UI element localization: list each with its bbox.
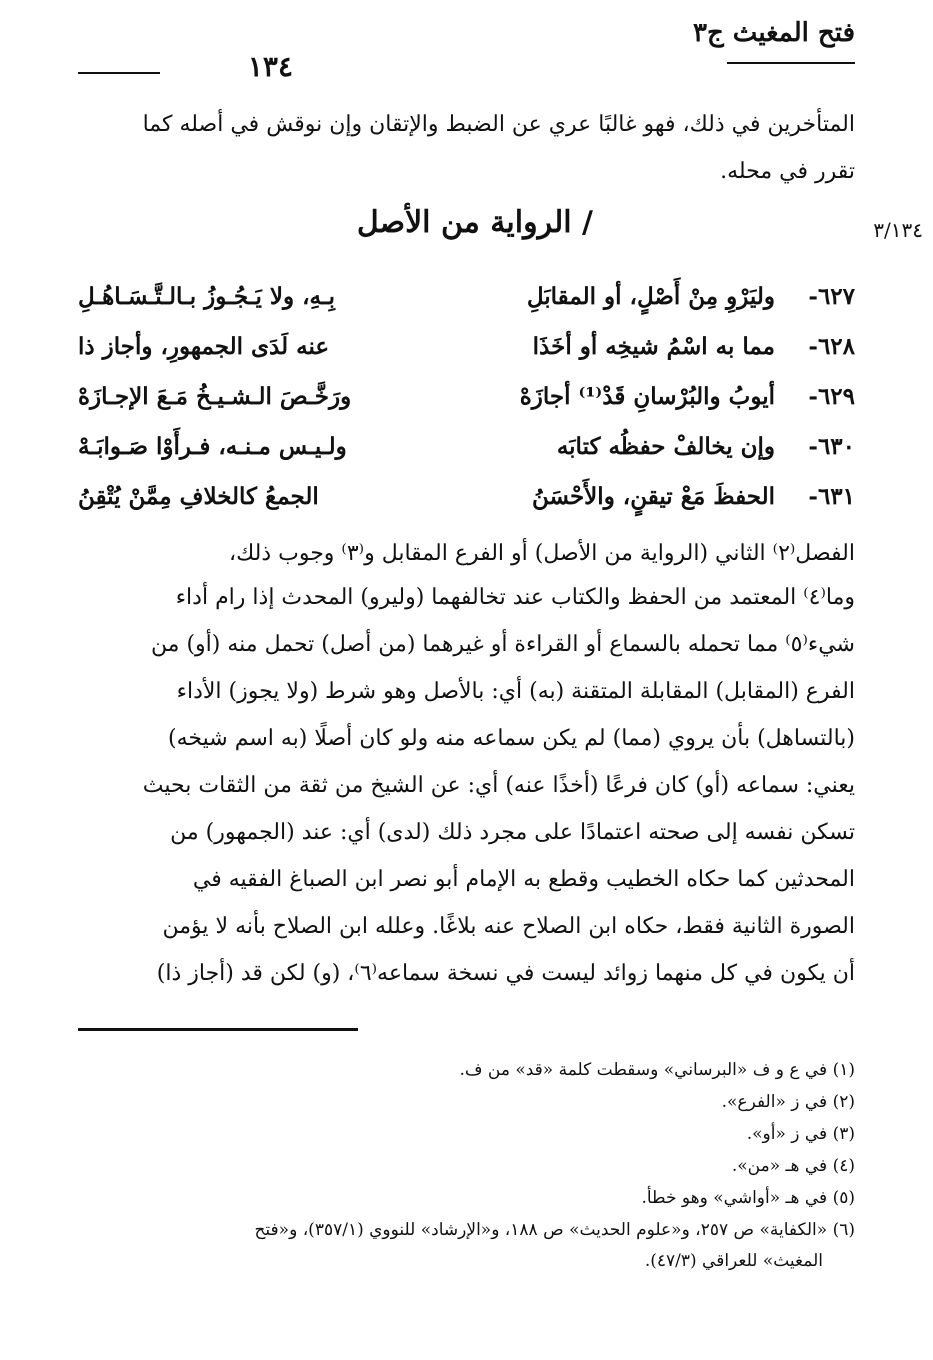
body-line: الفرع (المقابل) المقابلة المتقنة (به) أي: بالأصل وهو شرط (ولا يجوز) الأداء bbox=[176, 679, 855, 704]
verse-number: ٦٣١- bbox=[808, 483, 855, 510]
margin-reference: ٣/١٣٤ bbox=[873, 218, 923, 242]
body-line: شيء⁽٥⁾ مما تحمله بالسماع أو القراءة أو غيرهما (من أصل) تحمل منه (أو) من bbox=[150, 632, 855, 657]
intro-line: المتأخرين في ذلك، فهو غالبًا عري عن الضبط والإتقان وإن نوقش في أصله كما bbox=[142, 112, 855, 137]
body-line: المحدثين كما حكاه الخطيب وقطع به الإمام أبو نصر ابن الصباغ الفقيه في bbox=[192, 867, 855, 892]
body-line: وما⁽٤⁾ المعتمد من الحفظ والكتاب عند تخالفهما (وليرو) المحدث إذا رام أداء bbox=[175, 585, 855, 610]
verse-number: ٦٢٧- bbox=[808, 283, 855, 310]
body-line: يعني: سماعه (أو) كان فرعًا (أخذًا عنه) أي: عن الشيخ من ثقة من الثقات بحيث bbox=[142, 773, 855, 798]
verse-number: ٦٣٠- bbox=[808, 433, 855, 460]
footnote: (٣) في ز «أو». bbox=[746, 1124, 855, 1144]
body-line: الفصل⁽٢⁾ الثاني (الرواية من الأصل) أو الفرع المقابل و⁽٣⁾ وجوب ذلك، bbox=[229, 541, 855, 566]
verse-line bbox=[78, 283, 855, 331]
verse-line bbox=[78, 433, 855, 481]
footnote-continuation: المغيث» للعراقي (٤٧/٣). bbox=[644, 1251, 823, 1271]
footnote: (٥) في هـ «أواشي» وهو خطأ. bbox=[641, 1188, 855, 1208]
verse-line bbox=[78, 383, 855, 431]
footnote: (٤) في هـ «من». bbox=[731, 1156, 855, 1176]
verse-second-hemistich: عنه لَدَى الجمهورِ، وأجاز ذا bbox=[78, 333, 330, 360]
page-number-rule bbox=[78, 72, 160, 74]
verse-line bbox=[78, 483, 855, 531]
verse-first-hemistich: مما به اسْمُ شيخِه أو أخَذَا bbox=[532, 333, 775, 360]
body-line: الصورة الثانية فقط، حكاه ابن الصلاح عنه بلاغًا. وعلله ابن الصلاح بأنه لا يؤمن bbox=[162, 914, 855, 939]
verse-second-hemistich: ولـيـس مـنـه، فـرأَوْا صَـوابَـهْ bbox=[78, 433, 347, 460]
verse-number: ٦٢٨- bbox=[808, 333, 855, 360]
footnote-rule bbox=[78, 1028, 358, 1031]
verse-second-hemistich: بِـهِ، ولا يَـجُـوزُ بـالـتَّـسَـاهُـلِ bbox=[78, 283, 335, 310]
verse-line bbox=[78, 333, 855, 381]
page-number: ١٣٤ bbox=[247, 50, 293, 83]
body-line: (بالتساهل) بأن يروي (مما) لم يكن سماعه منه ولو كان أصلًا (به اسم شيخه) bbox=[168, 726, 855, 751]
footnote: (٢) في ز «الفرع». bbox=[721, 1092, 855, 1112]
running-title: فتح المغيث ج٣ bbox=[692, 18, 855, 48]
section-title: / الرواية من الأصل bbox=[356, 205, 593, 240]
verse-first-hemistich: وإن يخالفْ حفظُه كتابَه bbox=[556, 433, 775, 460]
verse-second-hemistich: الجمعُ كالخلافِ مِمَّنْ يُتْقِنُ bbox=[78, 483, 319, 510]
intro-line: تقرر في محله. bbox=[720, 159, 855, 184]
verse-first-hemistich: وليَرْوِ مِنْ أَصْلٍ، أو المقابَلِ bbox=[526, 283, 775, 310]
footnote: (٦) «الكفاية» ص ٢٥٧، و«علوم الحديث» ص ١٨٨، و«الإرشاد» للنووي (٣٥٧/١)، و«فتح bbox=[254, 1220, 855, 1240]
body-line: تسكن نفسه إلى صحته اعتمادًا على مجرد ذلك (لدى) أي: عند (الجمهور) من bbox=[170, 820, 855, 845]
verse-first-hemistich: أيوبُ والبُرْسانِ قَدْ⁽¹⁾ أجازَهْ bbox=[519, 383, 775, 410]
footnote: (١) في ع و ف «البرساني» وسقطت كلمة «قد» من ف. bbox=[459, 1060, 855, 1080]
body-line: أن يكون في كل منهما زوائد ليست في نسخة سماعه⁽٦⁾، (و) لكن قد (أجاز ذا) bbox=[156, 961, 855, 986]
verse-second-hemistich: ورَخَّـصَ الـشـيـخُ مَـعَ الإجـازَهْ bbox=[78, 383, 352, 410]
header-rule bbox=[727, 62, 855, 64]
verse-number: ٦٢٩- bbox=[808, 383, 855, 410]
verse-first-hemistich: الحفظَ مَعْ تيقنٍ، والأَحْسَنُ bbox=[531, 483, 775, 510]
